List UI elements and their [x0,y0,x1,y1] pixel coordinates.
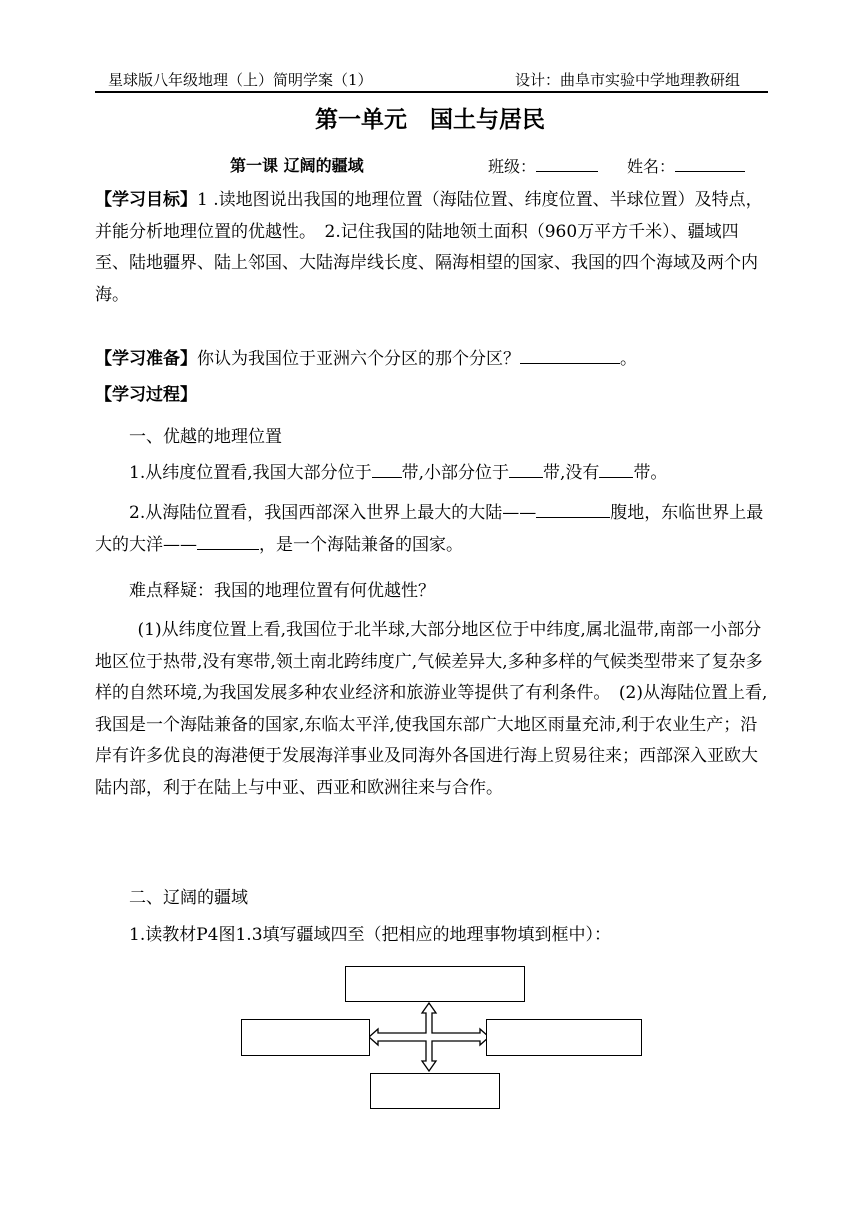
q1-blank-3[interactable] [599,460,633,478]
west-answer-box[interactable] [241,1019,370,1056]
header-right: 设计：曲阜市实验中学地理教研组 [515,71,741,89]
name-label: 姓名： [627,157,676,176]
q2-text-b: 腹地，东临世界上最大的大洋—— [95,503,764,555]
header-left: 星球版八年级地理（上）简明学案（1） [108,71,373,89]
difficulty-explanation: (1)从纬度位置上看,我国位于北半球,大部分地区位于中纬度,属北温带,南部一小部分地区位于热带,没有寒带,领土南北跨纬度广,气候差异大,多种多样的气候类型带来了复杂多样的自然环境,为我国发展多种农业经济和旅游业等提供了有利条件。 (2)从海陆位置上看,我国是一个海陆兼备的国家,东临太平洋,使我国东部广大地区雨量充沛,利于农业生产；沿岸有许多优良的海港便于发展海洋事业及同海外各国进行海上贸易往来；西部深入亚欧大陆内部，利于在陆上与中亚、西亚和欧洲往来与合作。 [95,620,768,798]
name-field [627,154,745,179]
learning-goals [95,185,770,311]
four-way-arrow-icon [369,1003,489,1071]
lesson-title: 第一课 辽阔的疆域 [230,156,364,175]
section1-heading: 一、优越的地理位置 [129,427,282,447]
section2-q1: 1.读教材P4图1.3填写疆域四至（把相应的地理事物填到框中）： [129,925,612,945]
process-label-text: 【学习过程】 [95,385,197,405]
class-field [488,154,598,179]
name-blank[interactable] [675,154,745,172]
q2-blank-2[interactable] [197,532,259,550]
learning-prep [95,344,770,376]
section1-q2 [95,498,770,561]
q2-blank-1[interactable] [536,500,610,518]
class-label: 班级： [488,157,537,176]
q1-text-d: 带。 [633,463,668,483]
east-answer-box[interactable] [486,1019,642,1056]
unit-title: 第一单元 国土与居民 [315,107,545,133]
section1-q1 [95,458,770,490]
class-blank[interactable] [536,154,598,172]
process-label [95,380,770,412]
south-answer-box[interactable] [370,1073,500,1109]
goals-label: 【学习目标】 [95,190,197,210]
prep-blank[interactable] [520,346,620,364]
q1-blank-2[interactable] [509,460,543,478]
header-rule [95,91,768,93]
goals-text: 1 .读地图说出我国的地理位置（海陆位置、纬度位置、半球位置）及特点，并能分析地理位置的优越性。 2.记住我国的陆地领土面积（960万平方千米）、疆域四至、陆地疆界、陆上邻国、大陆海岸线长度、隔海相望的国家、我国的四个海域及两个内海。 [95,190,763,305]
section2-heading: 二、辽阔的疆域 [129,888,248,908]
q2-text-c: ，是一个海陆兼备的国家。 [259,534,463,555]
lesson-row [0,154,860,178]
north-answer-box[interactable] [345,966,525,1002]
prep-end: 。 [620,349,637,369]
prep-label: 【学习准备】 [95,349,197,369]
q1-text-a: 1.从纬度位置看,我国大部分位于 [129,463,372,483]
q2-text-a: 2.从海陆位置看，我国西部深入世界上最大的大陆—— [129,503,537,523]
q1-text-b: 带,小部分位于 [401,463,510,483]
prep-text: 你认为我国位于亚洲六个分区的那个分区？ [197,349,520,369]
q1-text-c: 带,没有 [543,463,600,483]
q1-blank-1[interactable] [372,460,402,478]
difficulty-question: 难点释疑：我国的地理位置有何优越性？ [129,581,435,601]
